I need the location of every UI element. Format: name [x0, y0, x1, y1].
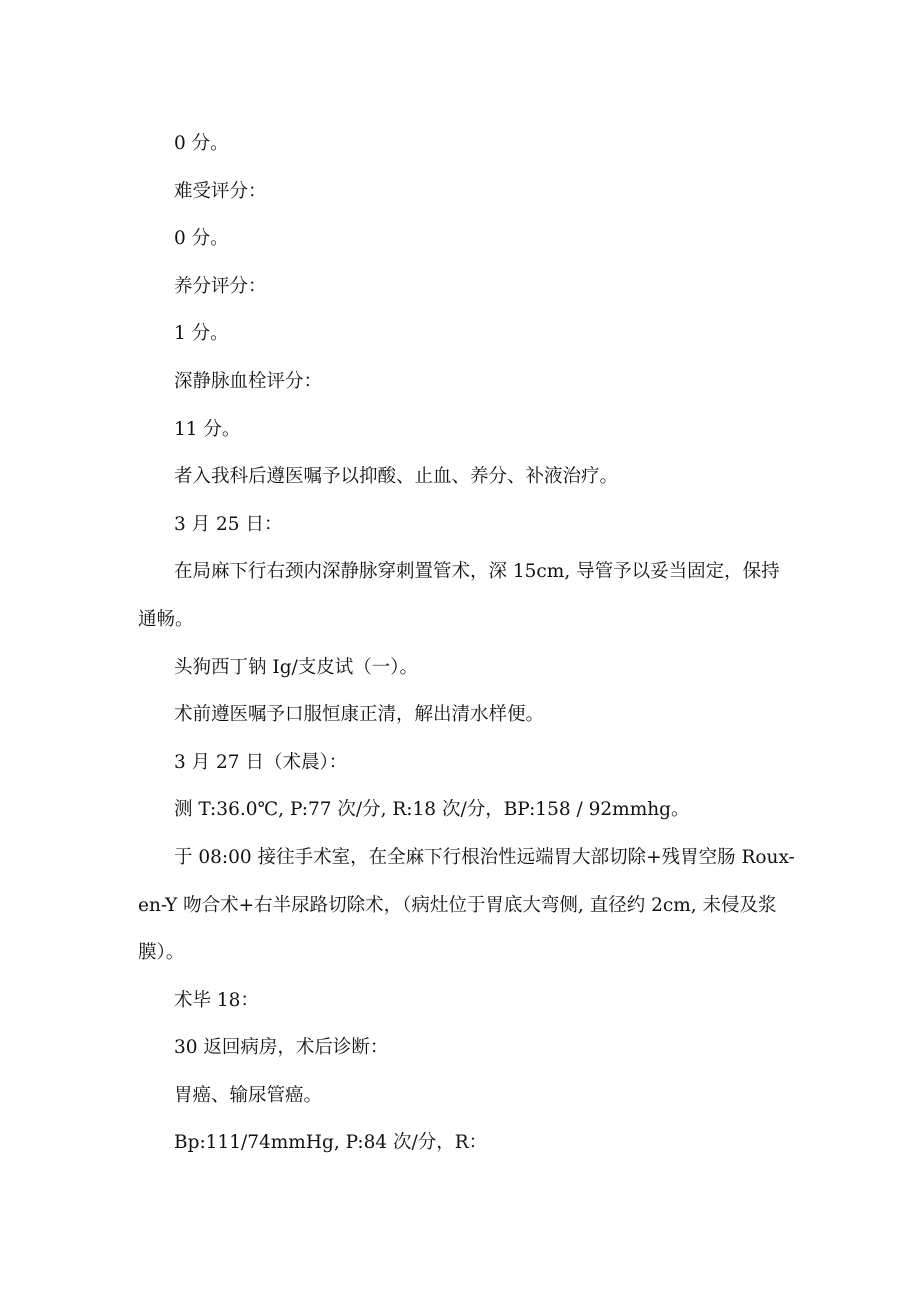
paragraph-preop-bowel-prep: 术前遵医嘱予口服恒康正清，解出清水样便。: [174, 704, 545, 726]
paragraph-surgery-end: 术毕 18：: [174, 989, 259, 1011]
paragraph-diagnosis: 胃癌、输尿管癌。: [174, 1084, 323, 1106]
paragraph-admission-treatment: 者入我科后遵医嘱予以抑酸、止血、养分、补液治疗。: [174, 466, 619, 488]
paragraph-nutrition-score-value: 1 分。: [174, 323, 229, 345]
paragraph-discomfort-score-label: 难受评分：: [174, 180, 267, 202]
paragraph-catheter-procedure: 在局麻下行右颈内深静脉穿刺置管术，深 15cm, 导管予以妥当固定，保持通畅。: [138, 561, 780, 630]
document-body: [138, 120, 798, 1167]
paragraph-vital-signs-morning: 测 T:36.0℃, P:77 次/分, R:18 次/分，BP:158 / 92mmhg。: [174, 799, 690, 821]
paragraph-date-march-25: 3 月 25 日：: [174, 513, 283, 535]
paragraph-nutrition-score-label: 养分评分：: [174, 275, 267, 297]
paragraph-date-march-27: 3 月 27 日（术晨）：: [174, 751, 348, 773]
paragraph-skin-test: 头狗西丁钠 Ig/支皮试（一）。: [174, 656, 419, 678]
paragraph-dvt-score-value: 11 分。: [174, 418, 241, 440]
paragraph-dvt-score-label: 深静脉血栓评分：: [174, 370, 323, 392]
paragraph-pain-score-value: 0 分。: [174, 133, 229, 154]
paragraph-discomfort-score-value: 0 分。: [174, 228, 229, 250]
paragraph-vital-signs-postop: Bp:111/74mmHg, P:84 次/分，R：: [174, 1132, 488, 1154]
paragraph-return-ward: 30 返回病房，术后诊断：: [174, 1037, 389, 1059]
paragraph-surgery-description: 于 08:00 接往手术室，在全麻下行根治性远端胃大部切除+残胃空肠 Roux-en-Y 吻合术+右半尿路切除术，（病灶位于胃底大弯侧, 直径约 2cm, 未侵及浆膜）。: [138, 846, 795, 964]
